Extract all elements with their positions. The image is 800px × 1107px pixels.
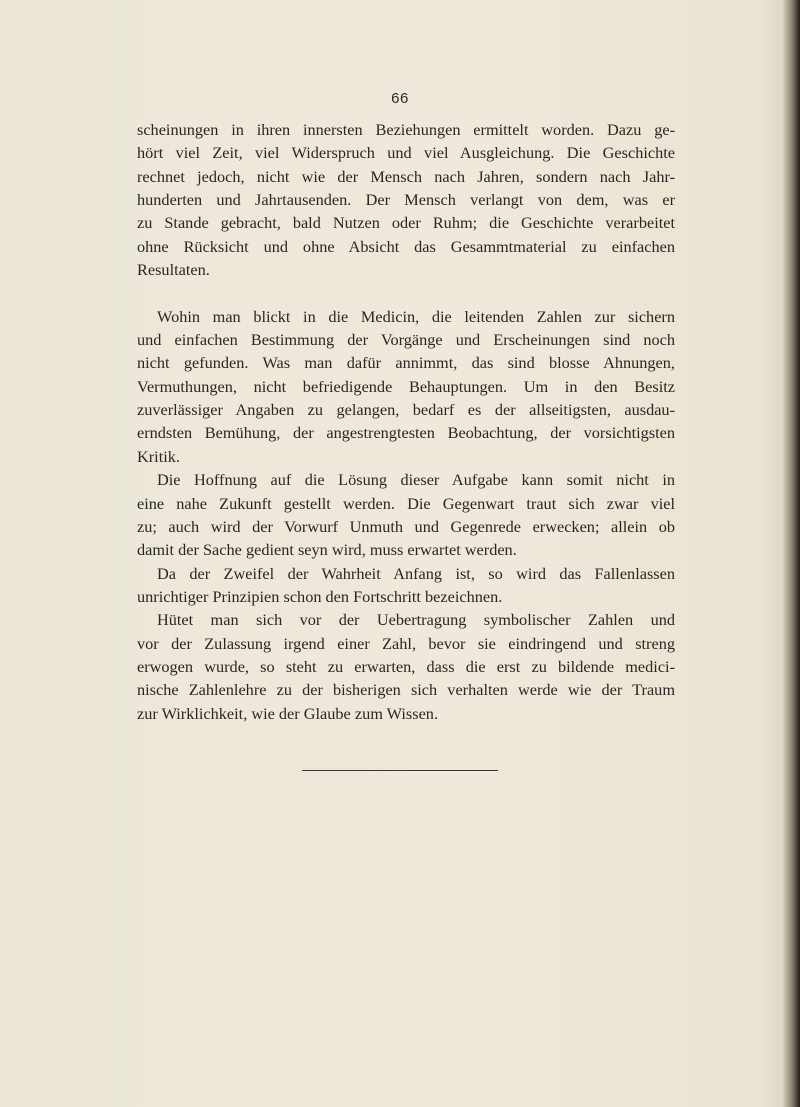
paragraph-3 (137, 468, 675, 561)
text-line: Die Hoffnung auf die Lösung dieser Aufgabe kann somit nicht in (157, 470, 675, 490)
paragraph-2 (137, 305, 675, 468)
paragraph-5 (137, 608, 675, 725)
body-text (137, 118, 675, 725)
text-line: vor der Zulassung irgend einer Zahl, bevor sie eindringend und streng (137, 633, 675, 653)
page-edge-shadow (782, 0, 800, 1107)
text-line: und einfachen Bestimmung der Vorgänge und Erscheinungen sind noch (137, 330, 675, 350)
text-line: nicht gefunden. Was man dafür annimmt, das sind blosse Ahnungen, (137, 353, 675, 373)
text-line: ohne Rücksicht und ohne Absicht das Gesammtmaterial zu einfachen (137, 236, 675, 256)
text-line: Da der Zweifel der Wahrheit Anfang ist, so wird das Fallenlassen (157, 563, 675, 583)
text-line: hunderten und Jahrtausenden. Der Mensch verlangt von dem, was er (137, 190, 675, 210)
text-line: Vermuthungen, nicht befriedigende Behauptungen. Um in den Besitz (137, 376, 675, 396)
text-line: hört viel Zeit, viel Widerspruch und viel Ausgleichung. Die Geschichte (137, 143, 675, 163)
text-line: Resultaten. (137, 260, 210, 280)
text-line: scheinungen in ihren innersten Beziehungen ermittelt worden. Dazu ge- (137, 120, 675, 139)
text-line: eine nahe Zukunft gestellt werden. Die Gegenwart traut sich zwar viel (137, 493, 675, 513)
paragraph-1 (137, 118, 675, 281)
text-line: zur Wirklichkeit, wie der Glaube zum Wissen. (137, 703, 439, 723)
text-line: zu; auch wird der Vorwurf Unmuth und Gegenrede erwecken; allein ob (137, 516, 675, 536)
text-line: Wohin man blickt in die Medicin, die leitenden Zahlen zur sichern (157, 306, 675, 326)
text-line: damit der Sache gedient seyn wird, muss erwartet werden. (137, 540, 517, 560)
paragraph-4 (137, 562, 675, 609)
paragraph-gap (137, 281, 675, 304)
text-line: unrichtiger Prinzipien schon den Fortschritt bezeichnen. (137, 586, 503, 606)
page-number: 66 (391, 90, 409, 107)
text-line: erndsten Bemühung, der angestrengtesten Beobachtung, der vorsichtigsten (137, 423, 675, 443)
section-end-rule (302, 770, 498, 771)
text-line: Kritik. (137, 446, 180, 466)
text-line: zu Stande gebracht, bald Nutzen oder Ruhm; die Geschichte verarbeitet (137, 213, 675, 233)
text-line: erwogen wurde, so steht zu erwarten, dass die erst zu bildende medici- (137, 656, 675, 676)
text-line: Hütet man sich vor der Uebertragung symbolischer Zahlen und (157, 610, 675, 630)
text-line: nische Zahlenlehre zu der bisherigen sich verhalten werde wie der Traum (137, 680, 675, 700)
text-line: rechnet jedoch, nicht wie der Mensch nach Jahren, sondern nach Jahr- (137, 166, 675, 186)
text-line: zuverlässiger Angaben zu gelangen, bedarf es der allseitigsten, ausdau- (137, 400, 675, 420)
